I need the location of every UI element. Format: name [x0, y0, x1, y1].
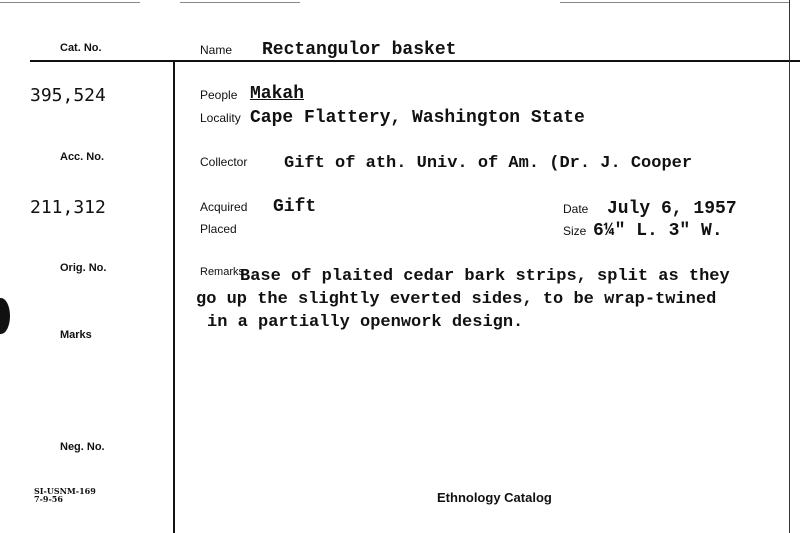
- people-label: People: [200, 88, 238, 102]
- form-code-line: 7-9-56: [34, 494, 63, 504]
- card-edge: [789, 0, 790, 533]
- size-value: 6¼" L. 3" W.: [593, 221, 723, 241]
- acc-no-value: 211,312: [30, 197, 106, 218]
- acquired-value: Gift: [273, 197, 317, 217]
- cat-no-value: 395,524: [30, 85, 106, 106]
- form-code-line: SI-USNM-169: [34, 486, 96, 496]
- name-value: Rectangulor basket: [262, 40, 457, 60]
- size-label: Size: [563, 224, 587, 238]
- date-value: July 6, 1957: [607, 199, 737, 219]
- remarks-line: go up the slightly everted sides, to be wrap-twined: [196, 290, 717, 309]
- locality-value: Cape Flattery, Washington State: [250, 108, 585, 128]
- column-divider: [173, 61, 175, 533]
- remarks-label: Remarks: [200, 266, 245, 278]
- name-label: Name: [200, 43, 233, 57]
- marks-label: Marks: [60, 329, 92, 341]
- acc-no-label: Acc. No.: [60, 151, 105, 163]
- orig-no-label: Orig. No.: [60, 262, 107, 274]
- cat-no-label: Cat. No.: [60, 42, 102, 54]
- header-divider: [30, 60, 800, 62]
- top-edge-rule: [180, 2, 300, 3]
- locality-label: Locality: [200, 111, 241, 125]
- people-value: Makah: [250, 84, 305, 104]
- collector-label: Collector: [200, 155, 248, 169]
- form-code: [34, 487, 96, 503]
- punch-hole: [0, 298, 10, 334]
- remarks-line: in a partially openwork design.: [207, 313, 524, 332]
- collector-value: Gift of ath. Univ. of Am. (Dr. J. Cooper: [284, 154, 693, 173]
- acquired-label: Acquired: [200, 200, 248, 214]
- date-label: Date: [563, 202, 589, 216]
- top-edge-rule: [560, 2, 790, 3]
- catalog-footer: Ethnology Catalog: [437, 490, 552, 505]
- remarks-line: Base of plaited cedar bark strips, split as they: [240, 267, 730, 286]
- placed-label: Placed: [200, 222, 237, 236]
- top-edge-rule: [0, 2, 140, 3]
- neg-no-label: Neg. No.: [60, 441, 105, 453]
